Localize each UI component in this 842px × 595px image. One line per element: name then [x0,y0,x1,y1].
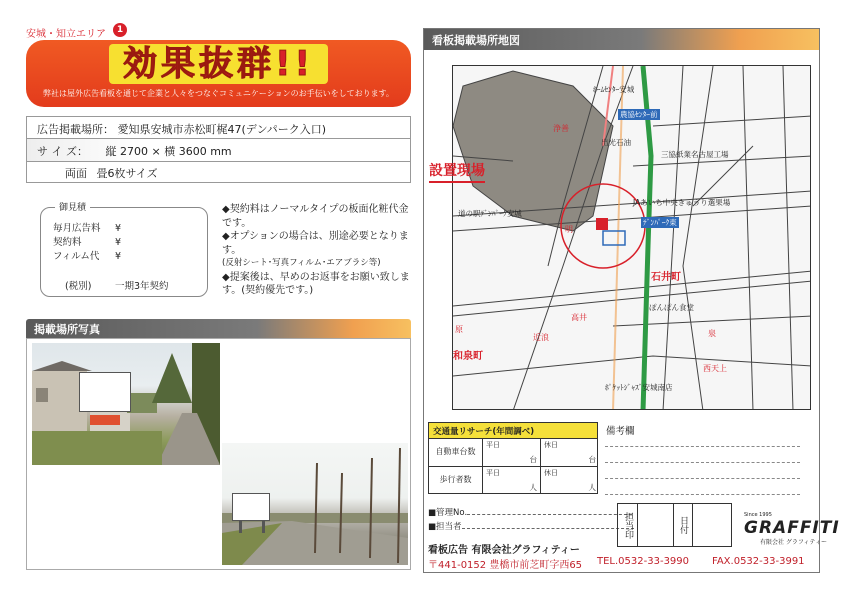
face-label: 両面 [65,167,87,180]
term-3: (反射シート･写真フィルム･エアブラシ等) [222,258,381,268]
map-place: JAあいち中央きゅうり選果場 [633,198,731,207]
logo-tagline: Since 1995 [744,512,772,518]
map-place: 石井町 [651,272,681,283]
face-row [26,162,411,183]
term-2: ◆オプションの場合は、別途必要となります。 [222,231,409,256]
map-place: 高井 [571,313,587,322]
traffic-weekday-cell: 平日 台 [483,439,541,466]
area-number-badge: 1 [113,23,127,37]
notes-title: 備考欄 [606,426,635,437]
map-place: 和泉町 [453,351,483,362]
photo-section-header: 掲載場所写真 [26,319,411,338]
map-place: ﾎｰﾑｾﾝﾀｰ安城 [593,85,635,94]
size-value: 縦 2700 × 横 3600 mm [105,145,232,158]
company-name: 看板広告 有限会社グラフィティー [428,545,580,556]
notes-line [605,478,800,479]
traffic-row-label: 歩行者数 [429,467,483,494]
traffic-holiday-cell: 休日 人 [544,469,596,492]
date-label: 日付 [673,504,693,546]
signature-label: 担当印 [618,504,638,546]
estimate-line: 毎月広告料 ¥ [53,223,122,234]
term-4: ◆提案後は、早めのお返事をお願い致します。(契約優先です。) [222,271,410,296]
map-place: 泉 [708,329,716,338]
location-row [26,116,411,139]
estimate-line: 契約料 ¥ [53,237,122,248]
company-fax: FAX.0532-33-3991 [712,556,805,567]
terms-text [222,203,412,298]
company-address: 〒441-0152 豊橋市前芝町字西65 [428,560,583,571]
map-place: 出光石油 [601,138,631,147]
term-1: ◆契約料はノーマルタイプの板面化粧代金です。 [222,204,409,229]
map-place: 道の駅ﾃﾞﾝﾊﾟｰｸ安城 [458,209,522,218]
size-row [26,139,411,162]
banner-title: 効果抜群!! [26,44,411,84]
estimate-title: 御見積 [55,200,90,213]
map-place: 原 [455,325,463,334]
map-place: 農協ｾﾝﾀｰ前 [620,110,658,119]
map-place: ﾎﾟｹｯﾄｼﾞｬｽﾞ安城南店 [605,383,673,392]
map-place: 西天上 [703,364,727,373]
traffic-holiday-cell: 休日 台 [544,441,596,464]
logo-subtitle: 有限会社 グラフィティー [760,539,827,546]
map-place: 三協紙業名古屋工場 [661,150,729,159]
traffic-weekday-cell: 平日 人 [483,467,541,494]
location-value: 愛知県安城市赤松町梶47(デンパーク入口) [117,123,327,136]
traffic-header: 交通量リサーチ(年間調べ) [429,423,597,439]
notes-line [605,462,800,463]
management-block [428,506,634,534]
map-place: ぽんぽん食堂 [649,303,694,312]
traffic-row [429,439,597,467]
estimate-contract: (税別) 一期3年契約 [65,281,169,292]
traffic-row [429,467,597,494]
map-place: ﾃﾞﾝﾊﾟｰｸ東 [643,218,677,227]
company-tel: TEL.0532-33-3990 [597,556,690,567]
traffic-table [428,422,598,494]
traffic-row-label: 自動車台数 [429,439,483,466]
company-logo: GRAFFITI [744,518,840,538]
banner-subtitle: 弊社は屋外広告看板を通じて企業と人々をつなぐコミュニケーションのお手伝いをしております。 [43,89,394,98]
notes-line [605,446,800,447]
face-value: 畳6枚サイズ [96,167,158,180]
management-person: ■担当者 [428,520,634,534]
site-label: 設置現場 [429,160,485,183]
billboard-placeholder [232,493,270,521]
site-photo-1 [32,343,220,465]
site-photo-2 [222,443,408,565]
size-label: サ イ ズ： [37,145,88,158]
signature-box [617,503,732,547]
map-section-header: 看板掲載場所地図 [424,29,819,50]
location-map [452,65,811,410]
headline-banner [26,40,411,107]
map-place: 近浪 [533,333,549,342]
location-label: 広告掲載場所： [37,123,114,136]
billboard-placeholder [79,372,131,412]
management-number: ■管理No. [428,506,634,520]
notes-line [605,494,800,495]
estimate-line: フィルム代 ¥ [53,251,122,262]
map-place: 明 [565,225,573,234]
area-label: 安城・知立エリア [26,29,106,40]
map-place: 浄善 [553,124,569,133]
estimate-box [40,207,208,297]
